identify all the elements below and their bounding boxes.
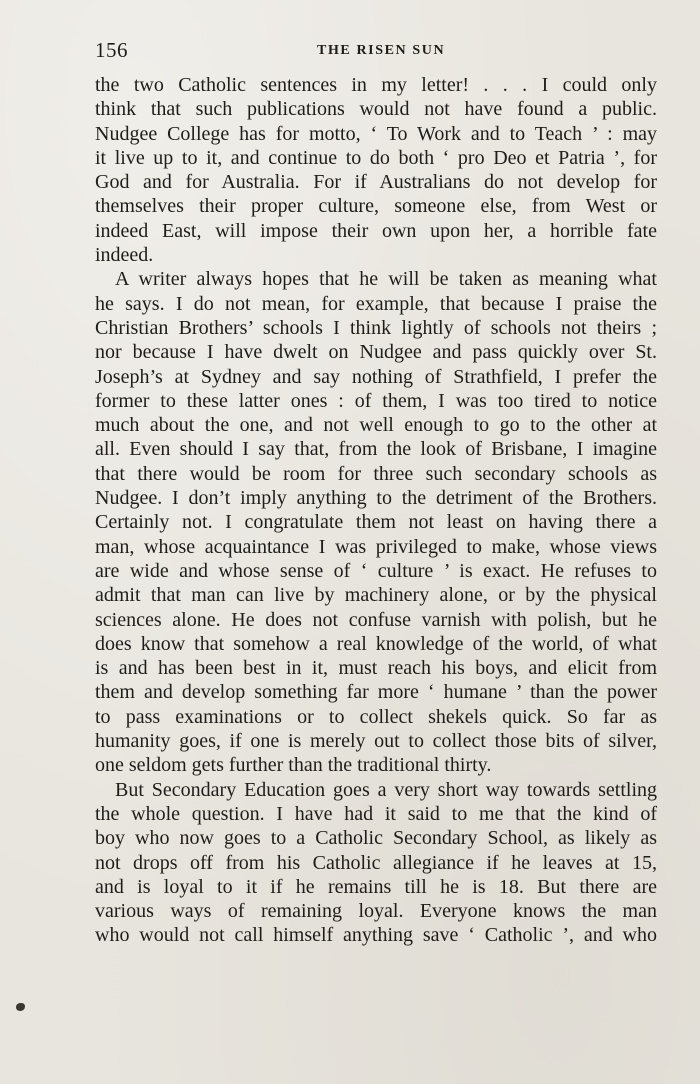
text-line: does know that somehow a real knowledge of the world, of what: [95, 632, 657, 655]
paragraph-3: [95, 778, 657, 948]
text-line: indeed East, will impose their own upon her, a horrible fate: [95, 219, 657, 242]
running-title: THE RISEN SUN: [317, 43, 446, 58]
text-line: and is loyal to it if he remains till he is 18. But there are: [95, 875, 657, 898]
text-line: all. Even should I say that, from the look of Brisbane, I imagine: [95, 438, 657, 461]
text-line: it live up to it, and continue to do both ‘ pro Deo et Patria ’, for: [95, 146, 657, 169]
paragraph-2: [95, 267, 657, 777]
text-line: Joseph’s at Sydney and say nothing of Strathfield, I prefer the: [95, 365, 657, 388]
text-line: one seldom gets further than the traditional thirty.: [95, 754, 492, 777]
text-line: former to these latter ones : of them, I was too tired to notice: [95, 389, 657, 412]
text-line: Certainly not. I congratulate them not least on having there a: [95, 511, 657, 534]
text-line: themselves their proper culture, someone else, from West or: [95, 195, 657, 218]
text-line: much about the one, and not well enough to go to the other at: [95, 414, 657, 437]
text-line: A writer always hopes that he will be taken as meaning what: [115, 268, 657, 291]
text-line: Nudgee. I don’t imply anything to the detriment of the Brothers.: [95, 487, 657, 510]
text-line: the whole question. I have had it said to me that the kind of: [95, 802, 657, 825]
text-line: that there would be room for three such secondary schools as: [95, 462, 657, 485]
text-line: boy who now goes to a Catholic Secondary School, as likely as: [95, 827, 657, 850]
text-line: the two Catholic sentences in my letter! . . . I could only: [95, 74, 657, 96]
text-line: various ways of remaining loyal. Everyone knows the man: [95, 900, 657, 923]
text-line: is and has been best in it, must reach his boys, and elicit from: [95, 657, 657, 680]
text-line: think that such publications would not have found a public.: [95, 98, 657, 121]
text-line: Christian Brothers’ schools I think lightly of schools not theirs ;: [95, 316, 657, 339]
text-line: God and for Australia. For if Australians do not develop for: [95, 171, 657, 194]
text-line: are wide and whose sense of ‘ culture ’ is exact. He refuses to: [95, 559, 657, 582]
text-line: humanity goes, if one is merely out to collect those bits of silver,: [95, 730, 657, 753]
text-line: Nudgee College has for motto, ‘ To Work and to Teach ’ : may: [95, 122, 657, 145]
text-line: admit that man can live by machinery alone, or by the physical: [95, 584, 657, 607]
text-line: he says. I do not mean, for example, that because I praise the: [95, 292, 657, 315]
page-number: 156: [95, 38, 128, 62]
text-line: to pass examinations or to collect shekels quick. So far as: [95, 705, 657, 728]
text-line: But Secondary Education goes a very short way towards settling: [115, 778, 657, 801]
text-line: man, whose acquaintance I was privileged to make, whose views: [95, 535, 657, 558]
ink-speck: [16, 1003, 25, 1011]
text-line: them and develop something far more ‘ humane ’ than the power: [95, 681, 657, 704]
text-line: indeed.: [95, 244, 154, 267]
text-line: sciences alone. He does not confuse varnish with polish, but he: [95, 608, 657, 631]
text-line: nor because I have dwelt on Nudgee and pass quickly over St.: [95, 341, 657, 364]
text-line: not drops off from his Catholic allegiance if he leaves at 15,: [95, 851, 657, 874]
body-text: [95, 73, 657, 948]
running-head: [95, 38, 660, 64]
text-line: who would not call himself anything save ‘ Catholic ’, and who: [95, 924, 657, 947]
paragraph-1: [95, 73, 657, 267]
